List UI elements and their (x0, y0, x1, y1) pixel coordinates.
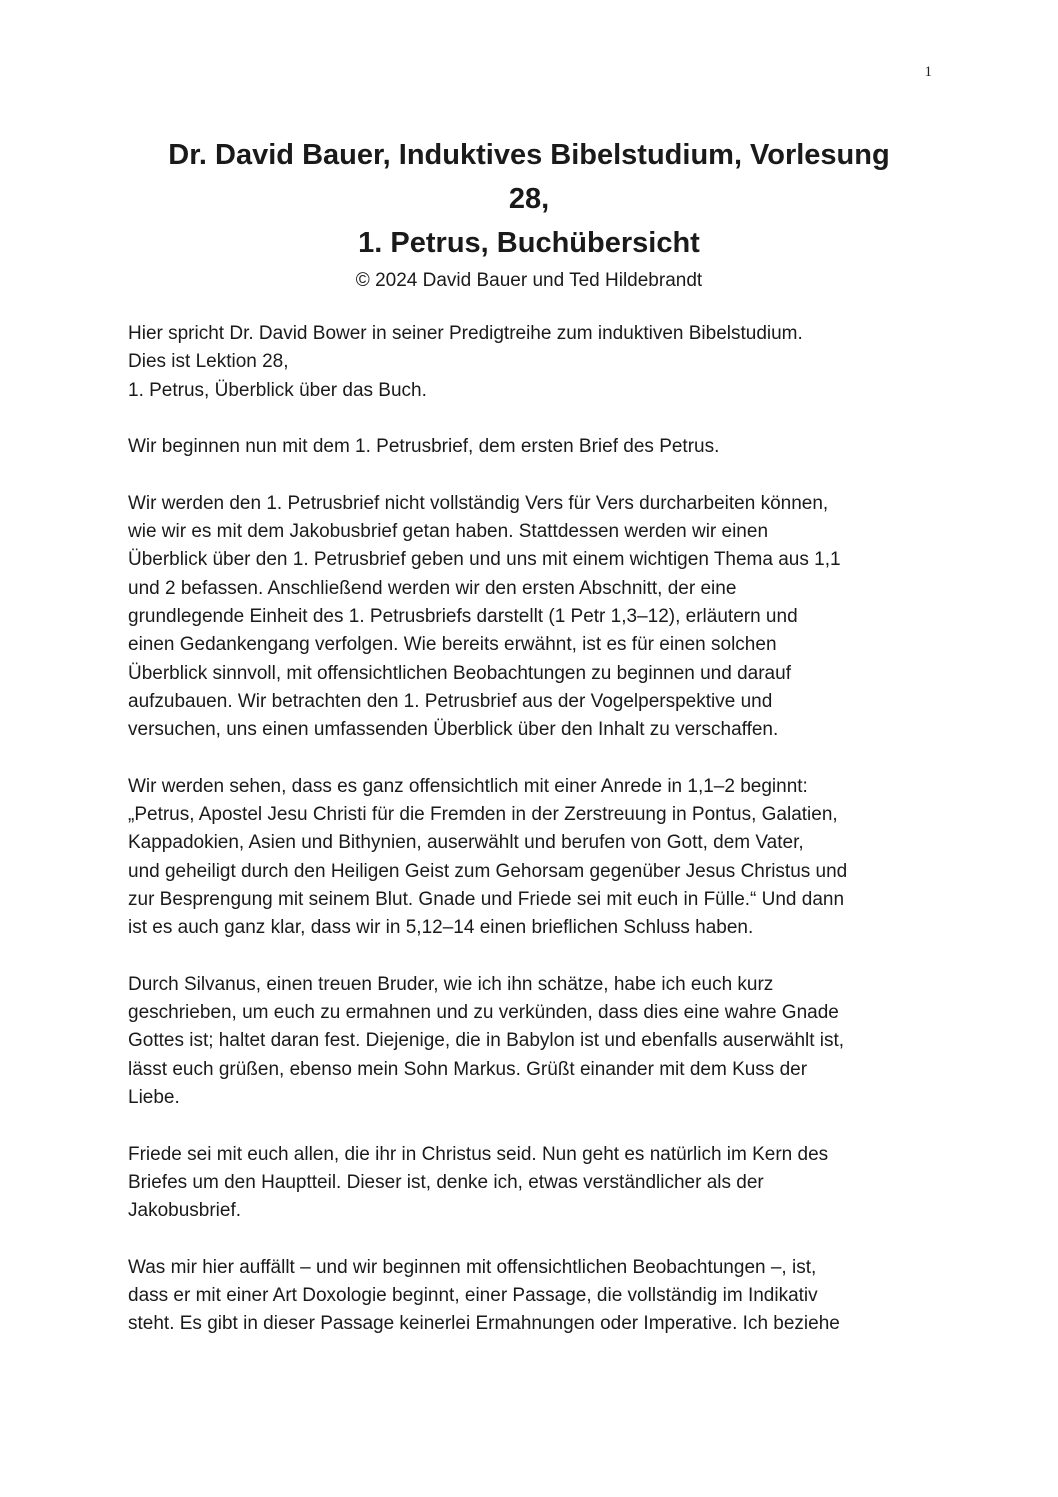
page-number: 1 (924, 64, 932, 80)
text-line: Wir werden den 1. Petrusbrief nicht vollständig Vers für Vers durcharbeiten können, (128, 492, 829, 514)
paragraph (128, 773, 930, 943)
text-line: einen Gedankengang verfolgen. Wie bereits erwähnt, ist es für einen solchen (128, 634, 777, 656)
text-line: Friede sei mit euch allen, die ihr in Christus seid. Nun geht es natürlich im Kern des (128, 1143, 829, 1165)
text-line: Liebe. (128, 1087, 180, 1109)
text-line: Kappadokien, Asien und Bithynien, auserwählt und berufen von Gott, dem Vater, (128, 832, 804, 854)
text-line: grundlegende Einheit des 1. Petrusbriefs darstellt (1 Petr 1,3–12), erläutern und (128, 605, 798, 627)
text-line: ist es auch ganz klar, dass wir in 5,12–14 einen brieflichen Schluss haben. (128, 917, 754, 939)
title-line: Dr. David Bauer, Induktives Bibelstudium, Vorlesung (168, 139, 890, 171)
document-title (128, 133, 930, 265)
body-text (128, 320, 930, 1367)
text-line: zur Besprengung mit seinem Blut. Gnade und Friede sei mit euch in Fülle.“ Und dann (128, 888, 845, 910)
text-line: dass er mit einer Art Doxologie beginnt, einer Passage, die vollständig im Indikativ (128, 1285, 818, 1307)
text-line: steht. Es gibt in dieser Passage keinerlei Ermahnungen oder Imperative. Ich beziehe (128, 1313, 840, 1335)
text-line: aufzubauen. Wir betrachten den 1. Petrusbrief aus der Vogelperspektive und (128, 690, 773, 712)
text-line: Durch Silvanus, einen treuen Bruder, wie ich ihn schätze, habe ich euch kurz (128, 973, 774, 995)
text-line: und geheiligt durch den Heiligen Geist zum Gehorsam gegenüber Jesus Christus und (128, 860, 848, 882)
copyright-notice: © 2024 David Bauer und Ted Hildebrandt (355, 270, 703, 291)
text-line: geschrieben, um euch zu ermahnen und zu verkünden, dass dies eine wahre Gnade (128, 1002, 839, 1024)
text-line: wie wir es mit dem Jakobusbrief getan haben. Stattdessen werden wir einen (128, 521, 769, 543)
title-line: 28, (508, 183, 550, 215)
paragraph (128, 1254, 930, 1339)
text-line: Was mir hier auffällt – und wir beginnen mit offensichtlichen Beobachtungen –, ist, (128, 1256, 817, 1278)
text-line: versuchen, uns einen umfassenden Überblick über den Inhalt zu verschaffen. (128, 719, 779, 741)
title-line: 1. Petrus, Buchübersicht (358, 227, 700, 259)
text-line: Hier spricht Dr. David Bower in seiner Predigtreihe zum induktiven Bibelstudium. (128, 323, 803, 344)
paragraph (128, 490, 930, 745)
text-line: Jakobusbrief. (128, 1200, 242, 1222)
text-line: Überblick sinnvoll, mit offensichtlichen Beobachtungen zu beginnen und darauf (128, 662, 791, 684)
text-line: Wir werden sehen, dass es ganz offensichtlich mit einer Anrede in 1,1–2 beginnt: (128, 775, 808, 797)
text-line: „Petrus, Apostel Jesu Christi für die Fremden in der Zerstreuung in Pontus, Galatien, (128, 804, 838, 826)
text-line: lässt euch grüßen, ebenso mein Sohn Markus. Grüßt einander mit dem Kuss der (128, 1058, 808, 1080)
paragraph (128, 971, 930, 1112)
text-line: Überblick über den 1. Petrusbrief geben und uns mit einem wichtigen Thema aus 1,1 (128, 549, 841, 571)
text-line: Wir beginnen nun mit dem 1. Petrusbrief, dem ersten Brief des Petrus. (128, 436, 720, 458)
text-line: Gottes ist; haltet daran fest. Diejenige, die in Babylon ist und ebenfalls auserwählt ist, (128, 1030, 845, 1052)
title-block (128, 133, 930, 294)
paragraph (128, 1141, 930, 1226)
text-line: Dies ist Lektion 28, (128, 351, 289, 373)
paragraph (128, 320, 930, 405)
text-line: 1. Petrus, Überblick über das Buch. (128, 379, 427, 401)
text-line: Briefes um den Hauptteil. Dieser ist, denke ich, etwas verständlicher als der (128, 1171, 764, 1193)
paragraph (128, 433, 930, 461)
text-line: und 2 befassen. Anschließend werden wir den ersten Abschnitt, der eine (128, 577, 737, 599)
